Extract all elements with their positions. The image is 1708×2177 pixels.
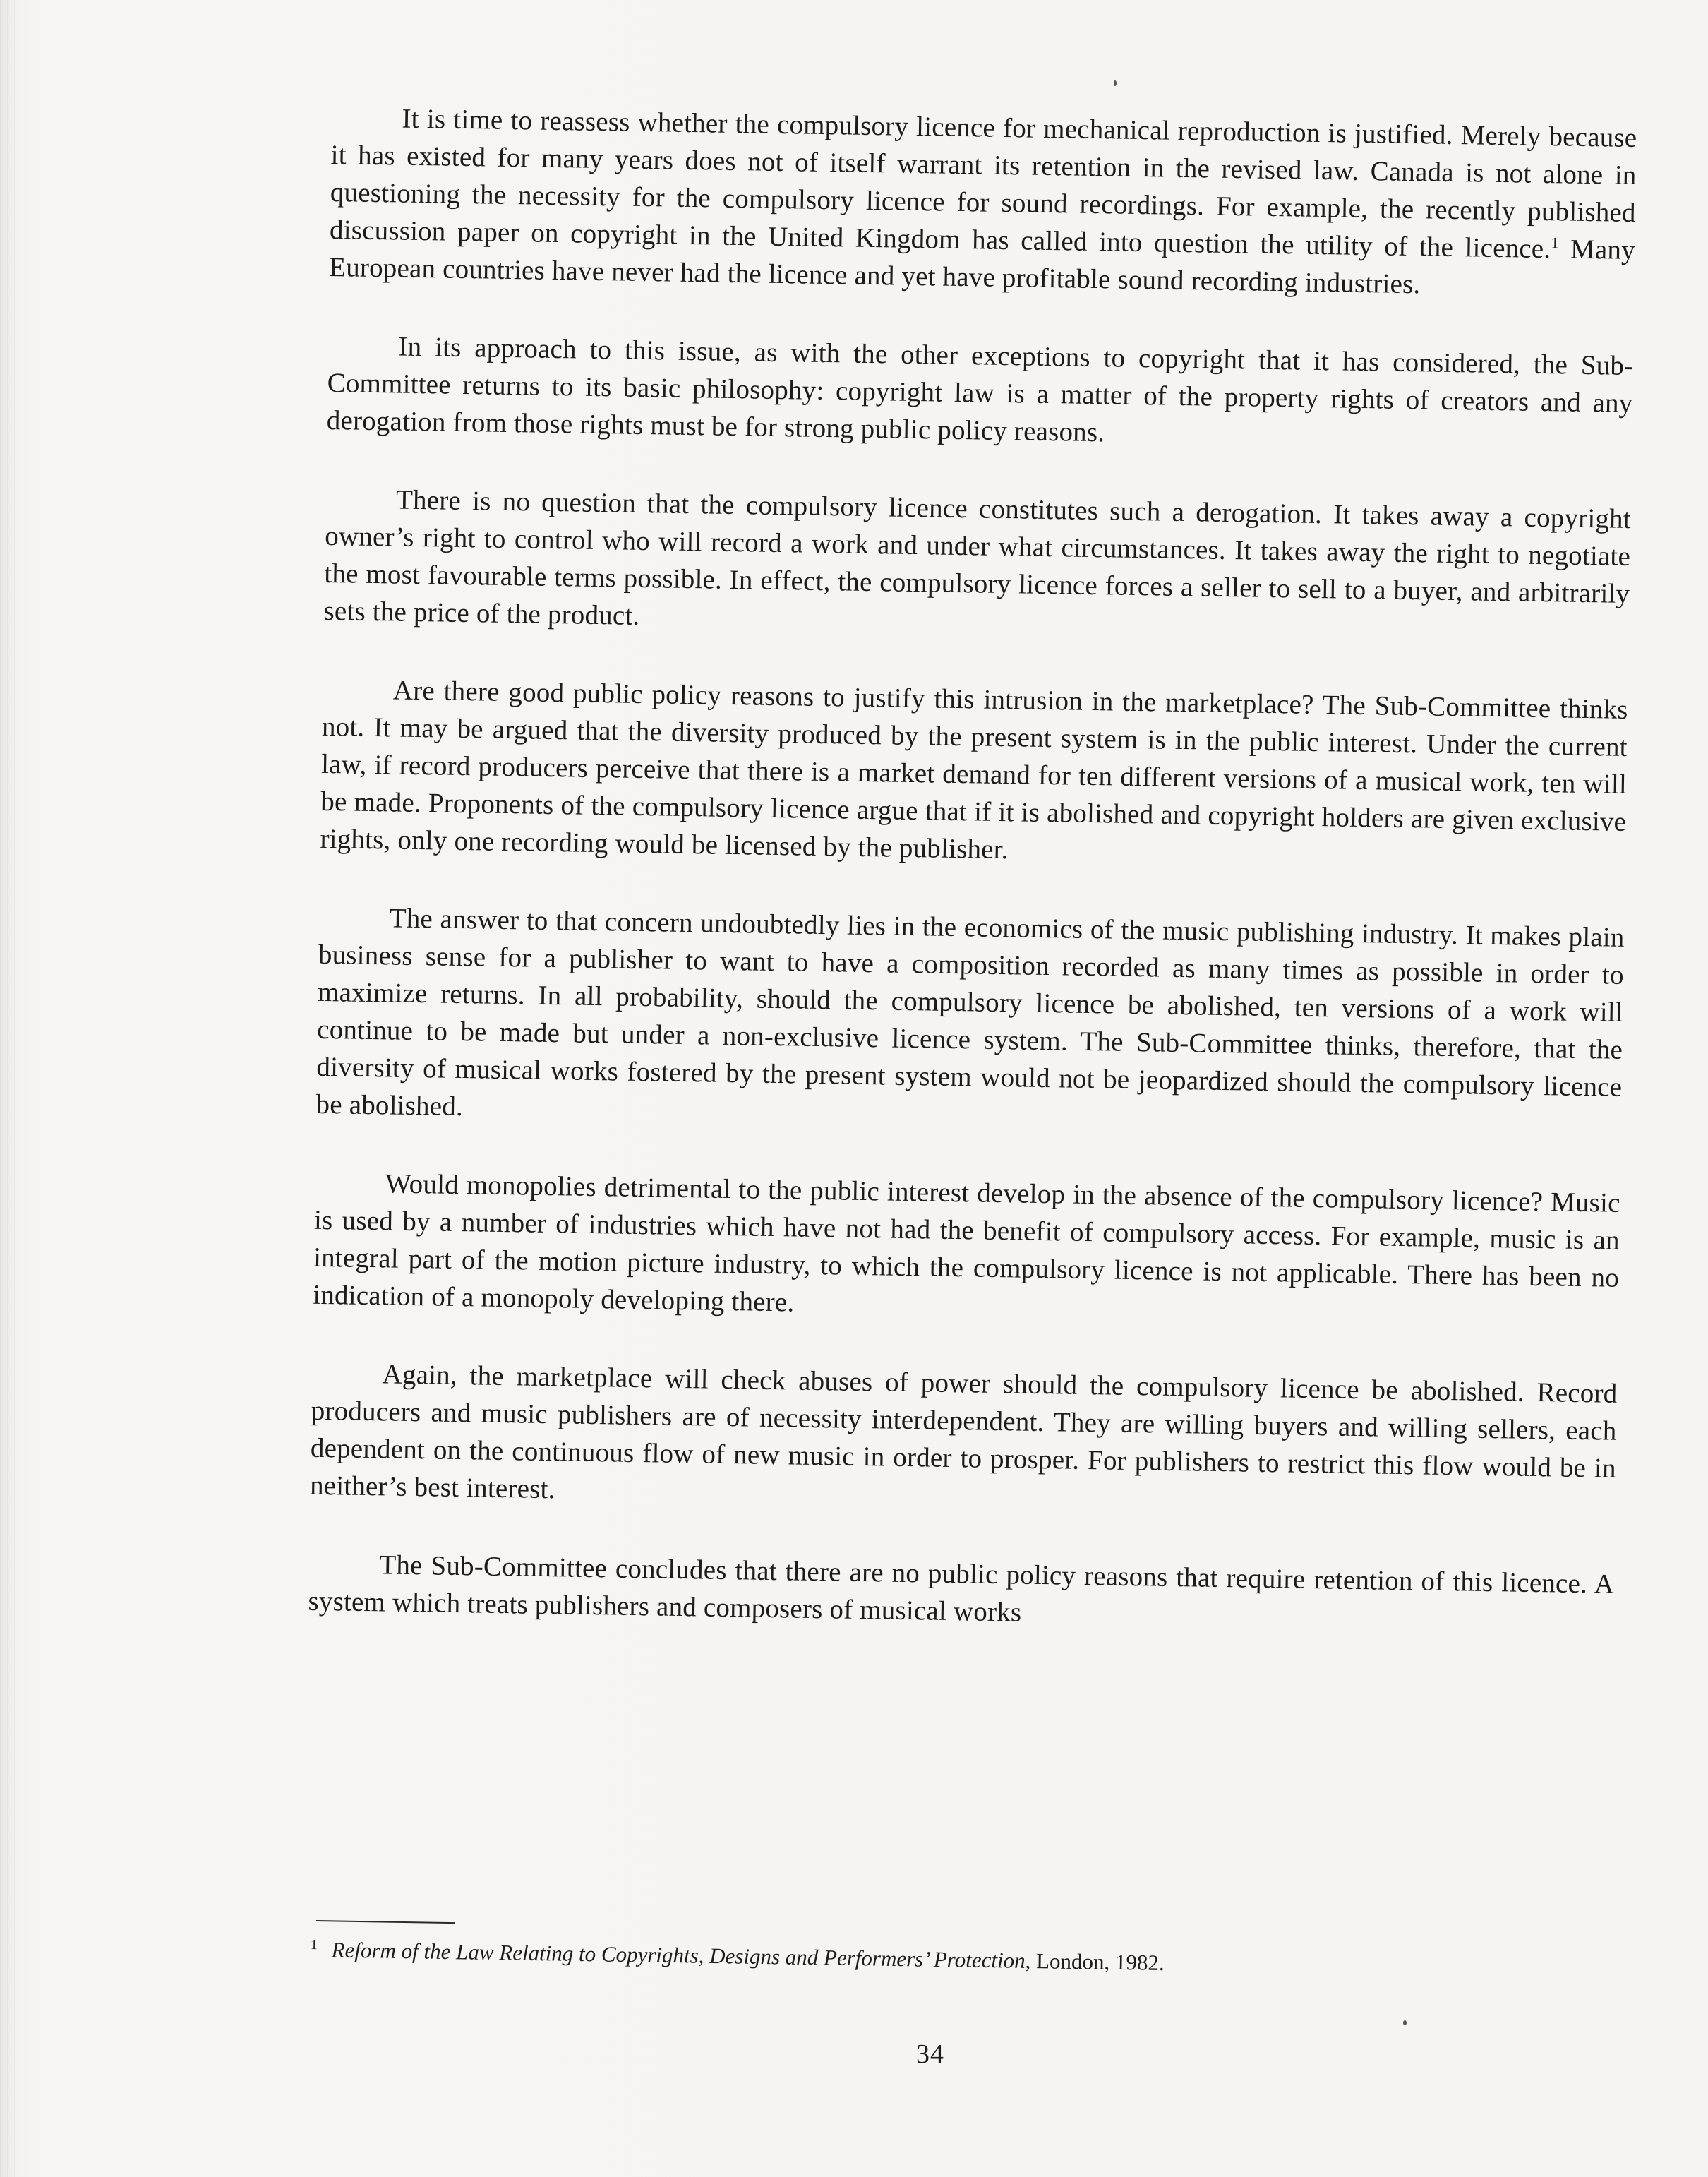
paragraph-text-continued: Many European countries have never had the licence and yet have profitable sound recording industries. bbox=[328, 234, 1636, 300]
paragraph: The answer to that concern undoubtedly lies in the economics of the music publishing industry. It makes plain business sense for a publisher to want to have a composition recorded as many times as possible in order to maximize returns. In all probability, should the compulsory licence be abolished, ten versions of a work will continue to be made but under a non-exclusive licence system. The Sub-Committee thinks, therefore, that the diversity of musical works fostered by the present system would not be jeopardized should the compulsory licence be abolished. bbox=[315, 903, 1625, 1122]
footnote-divider bbox=[316, 1920, 455, 1924]
footnote-details: , London, 1982. bbox=[1025, 1948, 1165, 1976]
footnote bbox=[310, 1936, 1439, 1981]
footnote-reference: 1 bbox=[1551, 234, 1559, 252]
paragraph: There is no question that the compulsory licence constitutes such a derogation. It takes away a copyright owner’s right to control who will record a work and under what circumstances. It takes away the right to negotiate the most favourable terms possible. In effect, the compulsory licence forces a seller to sell to a buyer, and arbitrarily sets the price of the product. bbox=[323, 484, 1632, 631]
paragraph: The Sub-Committee concludes that there are no public policy reasons that require retention of this licence. A system which treats publishers and composers of musical works bbox=[308, 1549, 1615, 1628]
page-number: 34 bbox=[916, 2039, 944, 2069]
paragraph bbox=[329, 99, 1637, 306]
footnote-title: Reform of the Law Relating to Copyrights, Designs and Performers’ Protection bbox=[331, 1937, 1026, 1973]
paragraph: In its approach to this issue, as with the other exceptions to copyright that it has considered, the Sub-Committee returns to its basic philosophy: copyright law is a matter of the property rights of creators and any derogation from those rights must be for strong public policy reasons. bbox=[326, 331, 1634, 448]
body-text bbox=[307, 99, 1637, 1681]
paragraph-text: It is time to reassess whether the compulsory licence for mechanical reproduction is justified. Merely because it has existed for many years does not of itself warrant its retention in the revised law. Canada is not alone in questioning the necessity for the compulsory licence for sound recordings. For example, the recently published discussion paper on copyright in the United Kingdom has called into question the utility of the licence. bbox=[329, 103, 1637, 265]
paragraph: Are there good public policy reasons to justify this intrusion in the marketplace? The Sub-Committee thinks not. It may be argued that the diversity produced by the present system is in the public interest. Under the current law, if record producers perceive that there is a market demand for ten different versions of a musical work, ten will be made. Proponents of the compulsory licence argue that if it is abolished and copyright holders are given exclusive rights, only one recording would be licensed by the publisher. bbox=[320, 675, 1628, 865]
page-edge-stack bbox=[0, 0, 21, 2177]
speck-mark bbox=[1403, 2020, 1407, 2025]
footnote-mark: 1 bbox=[310, 1936, 318, 1953]
paragraph: Again, the marketplace will check abuses of power should the compulsory licence be abolished. Record producers and music publishers are of necessity interdependent. They are willing buyers and willing sellers, each dependent on the continuous flow of new music in order to prosper. For publishers to restrict this flow would be in neither’s best interest. bbox=[309, 1359, 1618, 1505]
speck-mark bbox=[1114, 80, 1117, 86]
paragraph: Would monopolies detrimental to the public interest develop in the absence of the compulsory licence? Music is used by a number of industries which have not had the benefit of compulsory access. For example, music is an integral part of the motion picture industry, to which the compulsory licence is not applicable. There has been no indication of a monopoly developing there. bbox=[313, 1168, 1620, 1318]
